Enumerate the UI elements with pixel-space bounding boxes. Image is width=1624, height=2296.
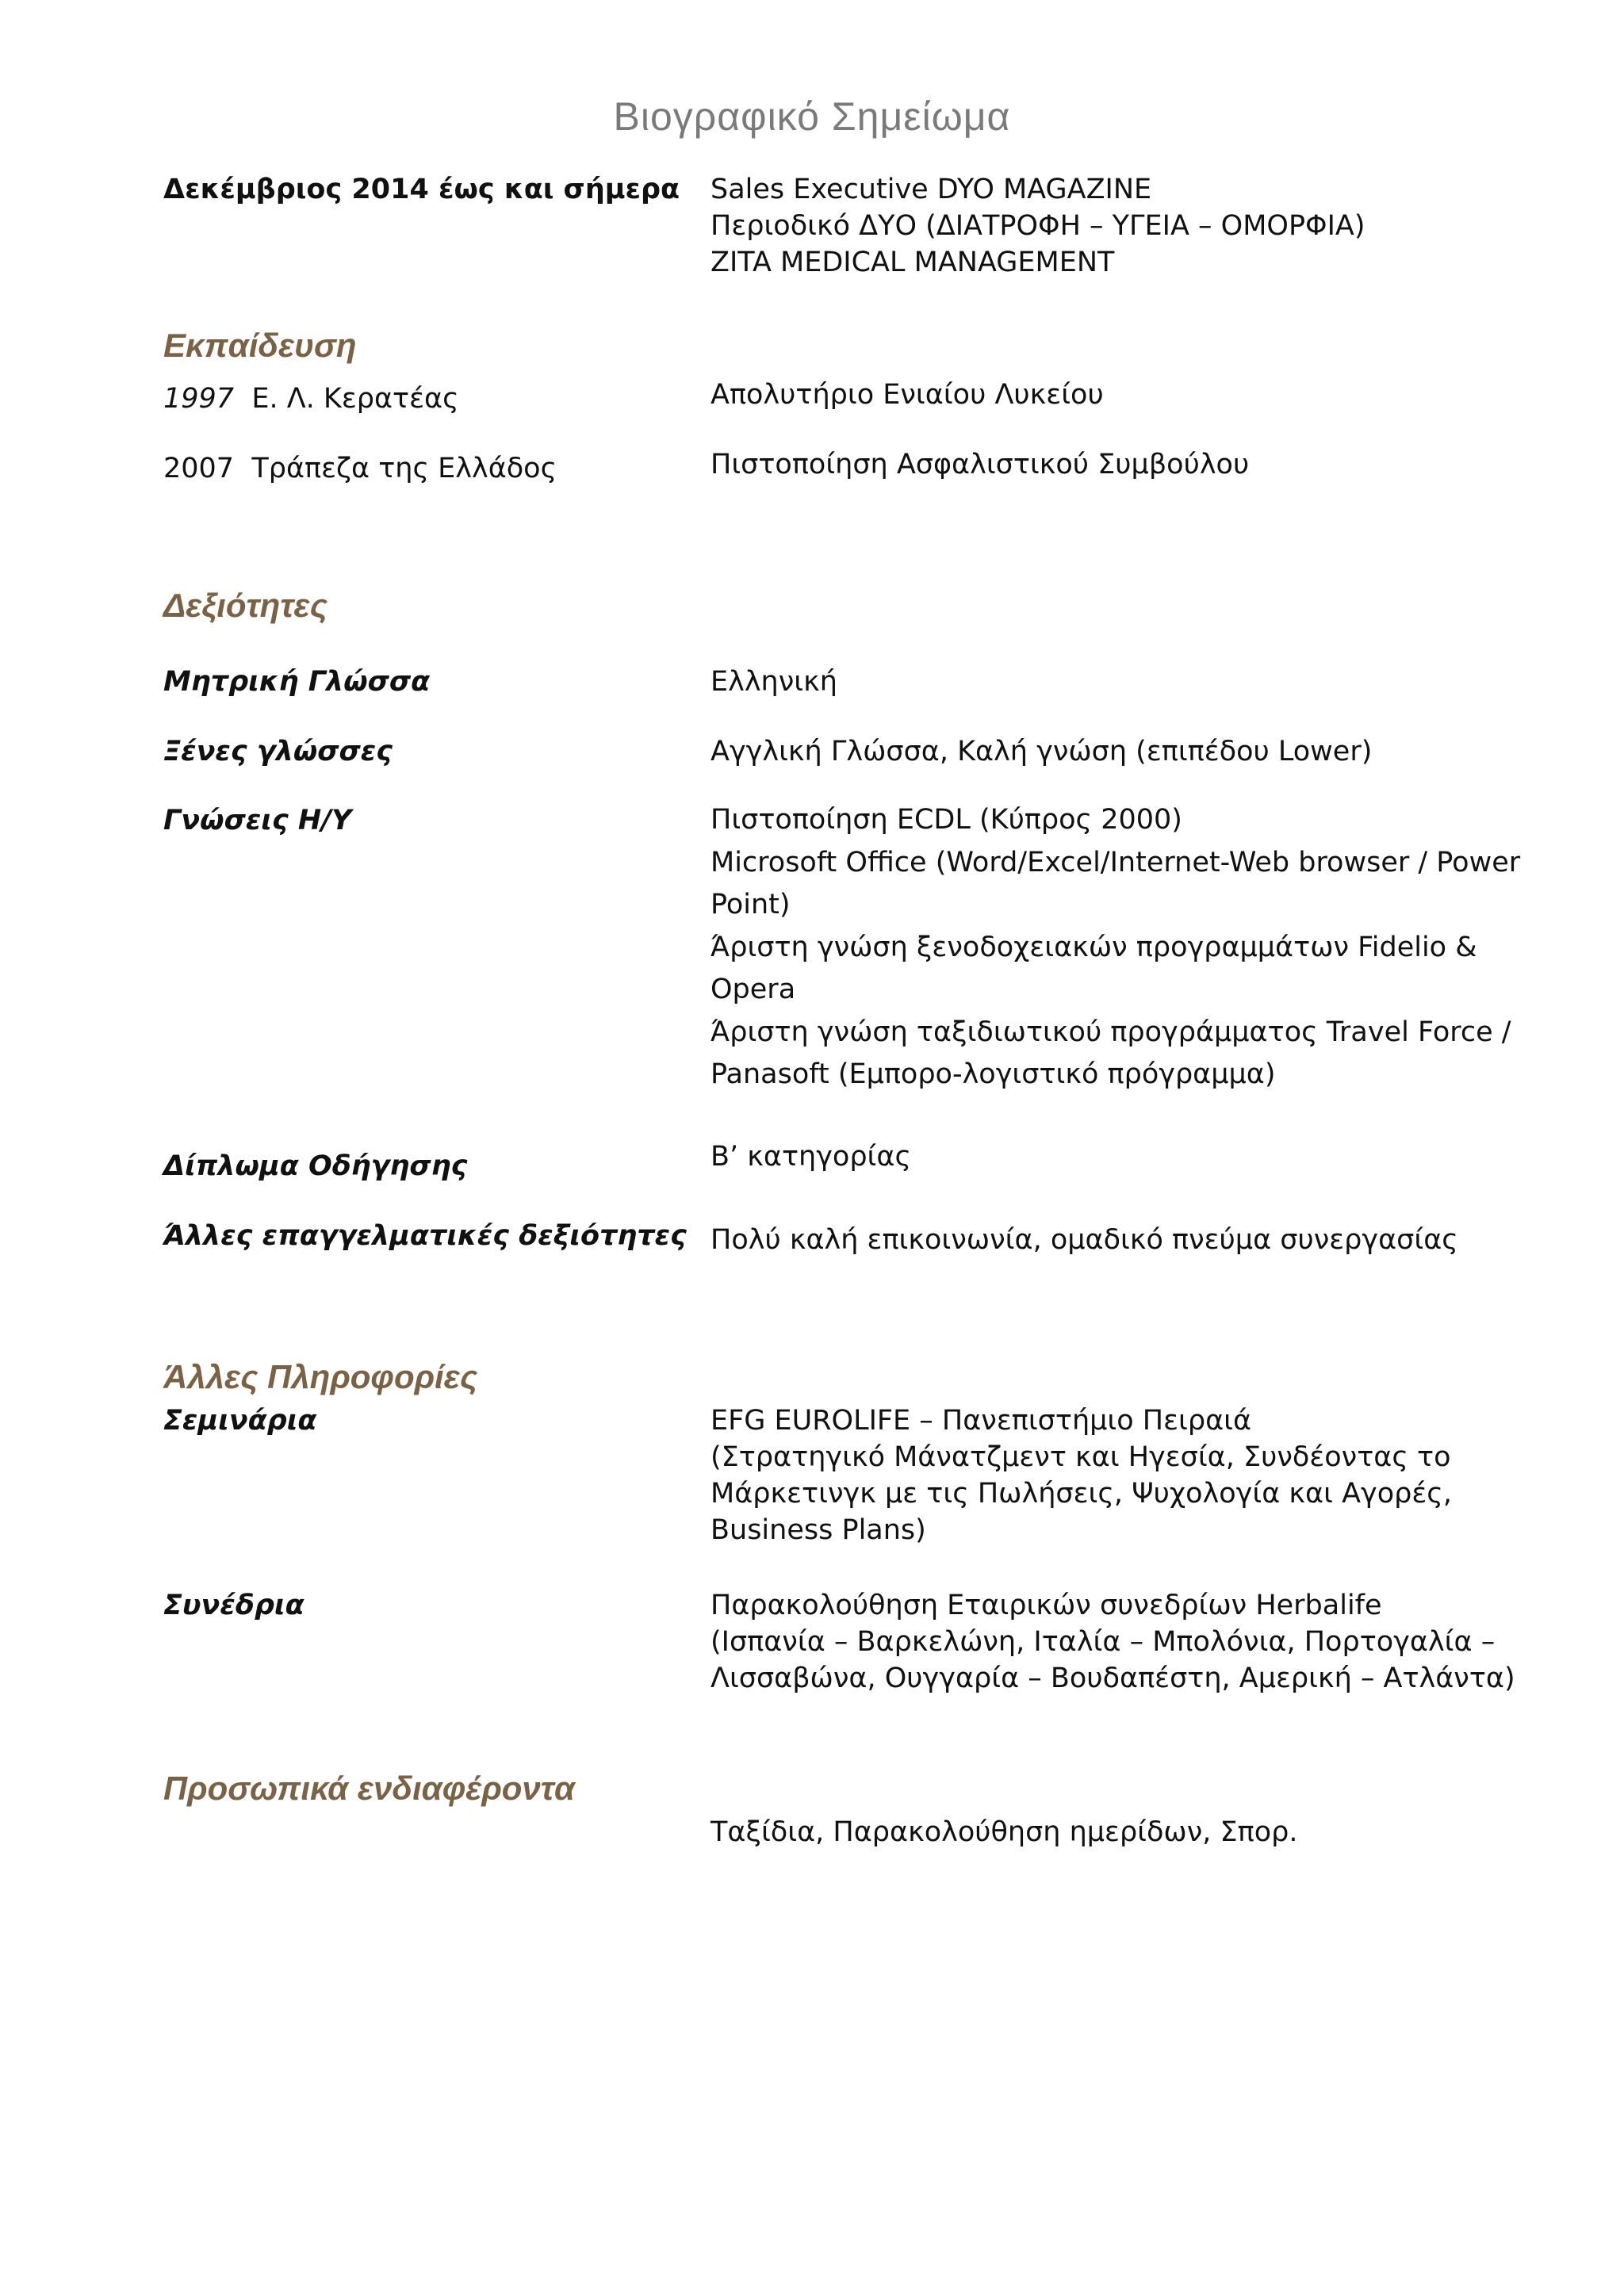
education-item-1-label	[163, 381, 459, 417]
seminar-line: (Στρατηγικό Μάνατζμεντ και Ηγεσία, Συνδέοντας το	[710, 1441, 1451, 1473]
conference-line: (Ισπανία – Βαρκελώνη, Ιταλία – Μπολόνια, Πορτογαλία –	[710, 1626, 1496, 1658]
conferences-label: Συνέδρια	[163, 1590, 304, 1621]
computer-skill-line: Πιστοποίηση ECDL (Κύπρος 2000)	[710, 804, 1182, 836]
education-item-2-title: Πιστοποίηση Ασφαλιστικού Συμβούλου	[710, 449, 1250, 480]
computer-skill-line: Άριστη γνώση ταξιδιωτικού προγράμματος Travel Force /	[710, 1016, 1511, 1048]
foreign-languages-label: Ξένες γλώσσες	[163, 736, 393, 767]
education-school: Τράπεζα της Ελλάδος	[251, 453, 557, 484]
seminar-line: Μάρκετινγκ με τις Πωλήσεις, Ψυχολογία και Αγορές,	[710, 1478, 1452, 1510]
experience-line: Sales Executive DYO MAGAZINE	[710, 174, 1152, 205]
computer-skill-line: Opera	[710, 974, 796, 1005]
section-heading-education: Εκπαίδευση	[163, 327, 357, 364]
experience-details	[710, 171, 1503, 281]
education-year: 1997	[163, 383, 235, 415]
computer-skills-value	[710, 799, 1521, 1096]
conference-line: Λισσαβώνα, Ουγγαρία – Βουδαπέστη, Αμερική – Ατλάντα)	[710, 1663, 1515, 1694]
section-heading-other-info: Άλλες Πληροφορίες	[163, 1358, 478, 1395]
driving-license-value: Β’ κατηγορίας	[710, 1141, 912, 1173]
computer-skill-line: Point)	[710, 889, 791, 920]
computer-skills-label: Γνώσεις Η/Υ	[163, 805, 352, 836]
other-skills-label: Άλλες επαγγελματικές δεξιότητες	[163, 1220, 687, 1252]
experience-line: Περιοδικό ΔΥΟ (ΔΙΑΤΡΟΦΗ – ΥΓΕΙΑ – ΟΜΟΡΦΙΑ)	[710, 210, 1365, 242]
foreign-languages-value: Αγγλική Γλώσσα, Καλή γνώση (επιπέδου Lower)	[710, 736, 1373, 767]
seminar-line: Business Plans)	[710, 1514, 926, 1546]
other-skills-value: Πολύ καλή επικοινωνία, ομαδικό πνεύμα συνεργασίας	[710, 1224, 1458, 1256]
computer-skill-line: Panasoft (Εμπορο-λογιστικό πρόγραμμα)	[710, 1058, 1276, 1090]
seminars-value	[710, 1402, 1503, 1548]
conference-line: Παρακολούθηση Εταιρικών συνεδρίων Herbalife	[710, 1590, 1382, 1621]
driving-license-label: Δίπλωμα Οδήγησης	[163, 1150, 468, 1182]
interests-value: Ταξίδια, Παρακολούθηση ημερίδων, Σπορ.	[710, 1816, 1298, 1848]
education-year: 2007	[163, 453, 235, 484]
education-item-2-label	[163, 450, 557, 487]
computer-skill-line: Άριστη γνώση ξενοδοχειακών προγραμμάτων Fidelio &	[710, 931, 1477, 963]
section-heading-skills: Δεξιότητες	[163, 587, 327, 624]
conferences-value	[710, 1587, 1515, 1697]
native-language-value: Ελληνική	[710, 666, 837, 698]
native-language-label: Μητρική Γλώσσα	[163, 666, 431, 698]
experience-period: Δεκέμβριος 2014 έως και σήμερα	[163, 174, 680, 205]
education-school: Ε. Λ. Κερατέας	[251, 383, 459, 415]
section-heading-interests: Προσωπικά ενδιαφέροντα	[163, 1770, 575, 1807]
seminar-line: EFG EUROLIFE – Πανεπιστήμιο Πειραιά	[710, 1405, 1252, 1437]
education-item-1-title: Απολυτήριο Ενιαίου Λυκείου	[710, 379, 1104, 411]
document-title: Βιογραφικό Σημείωμα	[613, 94, 1011, 139]
computer-skill-line: Microsoft Office (Word/Excel/Internet-Web browser / Power	[710, 846, 1521, 878]
experience-line: ZITA MEDICAL MANAGEMENT	[710, 247, 1115, 278]
seminars-label: Σεμινάρια	[163, 1405, 317, 1437]
